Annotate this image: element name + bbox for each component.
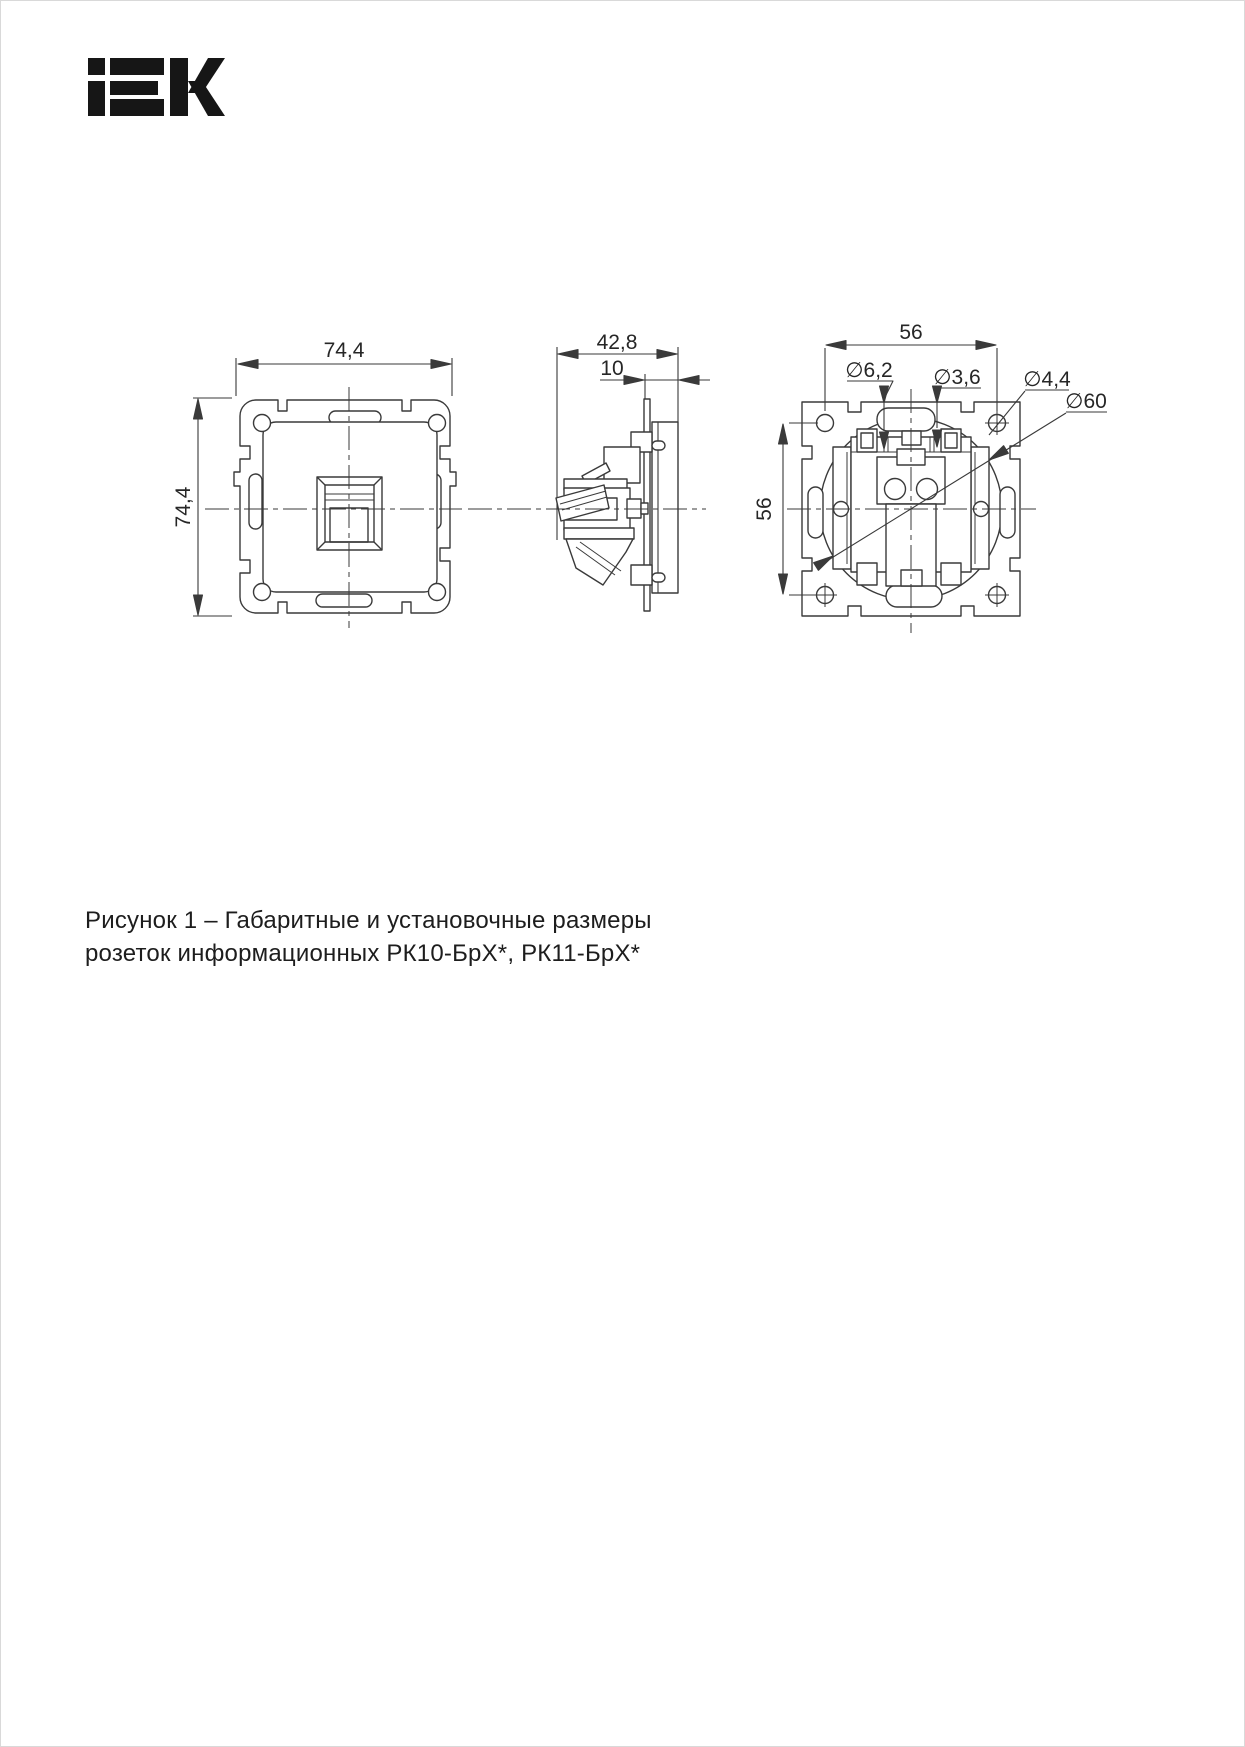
side-view-drawing: [468, 331, 710, 611]
back-height-label: 56: [753, 497, 776, 521]
back-slot-left: [808, 487, 823, 538]
back-slot-bottom: [886, 585, 942, 607]
side-keystone-lower: [566, 539, 633, 585]
figure-1-drawing: [0, 270, 1245, 690]
back-slot-top: [877, 408, 935, 431]
front-screw-hole-top-left: [254, 415, 271, 432]
logo-letter-i-stem: [88, 81, 105, 116]
back-width-label: 56: [899, 321, 923, 344]
front-slot-bottom: [316, 594, 372, 607]
front-cover-plate: [263, 422, 437, 592]
front-width-label: 74,4: [323, 339, 365, 362]
figure-caption-line-2: розеток информационных РК10-БрХ*, РК11-БрХ*: [85, 940, 641, 967]
side-depth-label: 42,8: [596, 331, 638, 354]
back-slot-right: [1000, 487, 1015, 538]
side-offset-dimension: [600, 357, 710, 385]
front-width-dimension: [236, 339, 452, 396]
front-slot-left: [249, 474, 262, 529]
back-mount-hole-diameter-label: ∅4,4: [1023, 368, 1071, 391]
logo-letter-k-lower-arm: [188, 81, 225, 116]
figure-caption: [85, 904, 652, 970]
front-screw-hole-top-right: [429, 415, 446, 432]
iek-logo: [88, 58, 225, 116]
front-view-drawing: [172, 339, 462, 628]
front-screw-hole-bottom-left: [254, 584, 271, 601]
figure-caption-line-1: Рисунок 1 – Габаритные и установочные размеры: [85, 907, 652, 934]
side-depth-dimension: [558, 331, 677, 359]
back-install-circle-diameter-label: ∅60: [1065, 390, 1107, 413]
logo-letter-e-top: [110, 58, 164, 75]
side-offset-label: 10: [600, 357, 624, 380]
logo-letter-e-bottom: [110, 99, 164, 116]
logo-letter-e-middle: [110, 81, 158, 95]
front-screw-hole-bottom-right: [429, 584, 446, 601]
iek-logo-letters: [88, 58, 225, 116]
logo-letter-k-bar: [170, 58, 188, 116]
back-view-drawing: [753, 321, 1107, 633]
front-height-label: 74,4: [172, 486, 195, 528]
back-claw-screw-diameter-label: ∅3,6: [933, 366, 981, 389]
back-slot-diameter-label: ∅6,2: [845, 359, 893, 382]
front-height-dimension: [172, 398, 232, 616]
logo-letter-i-dot: [88, 58, 105, 75]
